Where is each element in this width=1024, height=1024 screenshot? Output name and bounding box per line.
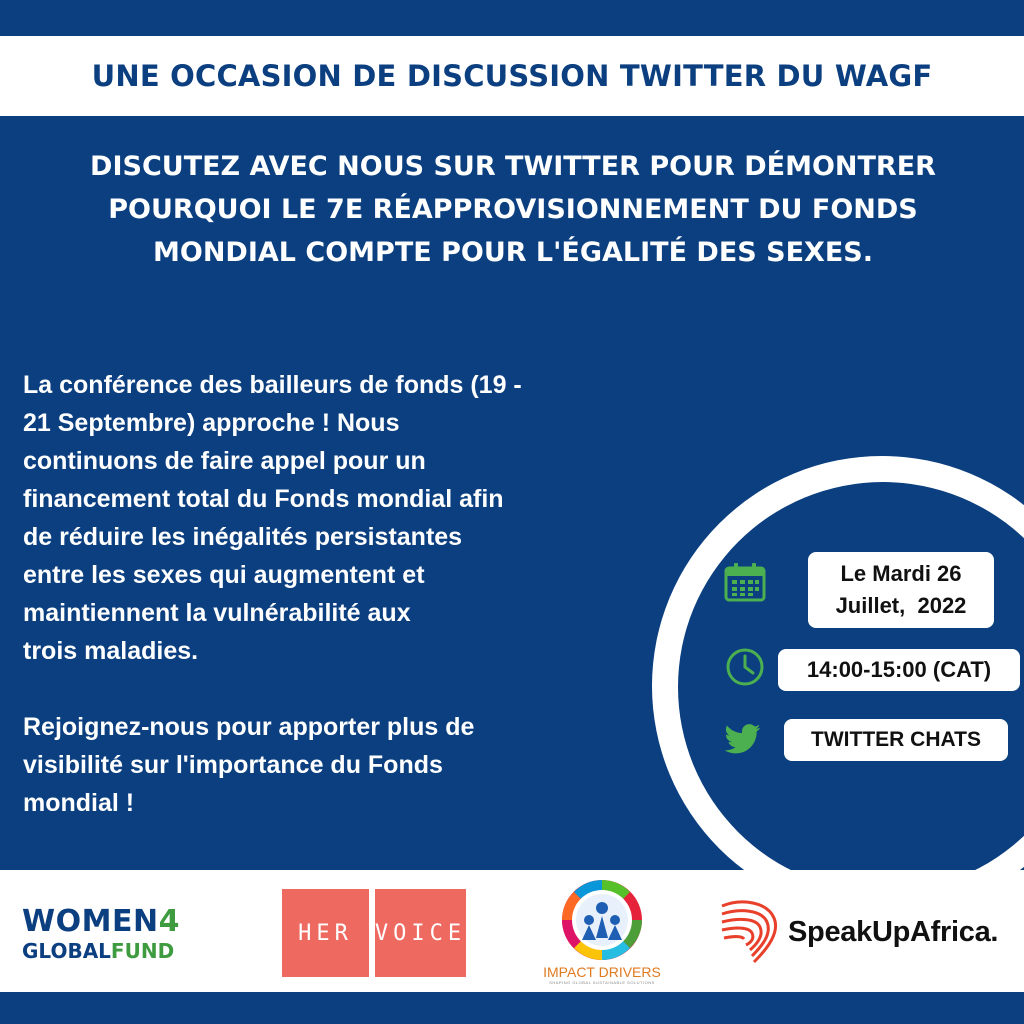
body-line: de réduire les inégalités persistantes [23,523,463,551]
body-line: La conférence des bailleurs de fonds (19 - [23,371,522,399]
event-date-line1: Le Mardi 26 [840,561,962,586]
calendar-icon [724,562,766,602]
body-line: 21 Septembre) approche ! Nous [23,409,400,437]
banner-title: UNE OCCASION DE DISCUSSION TWITTER DU WAGF [91,59,933,93]
women4globalfund-logo [22,906,180,964]
headline-line: POURQUOI LE 7E RÉAPPROVISIONNEMENT DU FONDS [108,194,918,225]
logo-text: IMPACT DRIVERS [543,964,661,980]
body-line: mondial ! [23,789,135,817]
headline-line: MONDIAL COMPTE POUR L'ÉGALITÉ DES SEXES. [153,237,873,268]
body-line: continuons de faire appel pour un [23,447,426,475]
body-line: entre les sexes qui augmentent et [23,561,425,589]
event-time: 14:00-15:00 (CAT) [778,649,1020,691]
partner-logos-bar [0,870,1024,992]
top-banner [0,36,1024,116]
impact-drivers-logo [530,878,674,985]
headline-line: DISCUTEZ AVEC NOUS SUR TWITTER POUR DÉMONTRER [90,151,936,182]
twitter-icon [725,724,761,754]
logo-tagline: SHAPING GLOBAL SUSTAINABLE SOLUTIONS [549,980,655,985]
impact-drivers-emblem [560,878,644,962]
logo-text: FUND [110,939,175,963]
logo-text: VOICE [375,889,466,977]
body-line: Rejoignez-nous pour apporter plus de [23,713,475,741]
logo-text: SpeakUpAfrica. [788,915,999,948]
event-channel: TWITTER CHATS [784,719,1008,761]
body-line: visibilité sur l'importance du Fonds [23,751,443,779]
paragraph-invitation [23,708,663,822]
body-text [23,366,663,822]
event-date [808,552,994,628]
clock-icon [725,647,765,687]
logo-text: GLOBAL [22,939,111,963]
logo-text: 4 [158,904,180,939]
speakupafrica-logo [712,896,998,968]
body-line: trois maladies. [23,637,199,665]
speakupafrica-emblem [712,896,782,968]
body-line: financement total du Fonds mondial afin [23,485,504,513]
body-line: maintiennent la vulnérabilité aux [23,599,411,627]
paragraph-announcement [23,366,663,670]
headline [18,145,1008,274]
event-date-line2: Juillet, 2022 [835,593,967,618]
logo-text: WOMEN [22,904,159,939]
hervoice-logo [282,889,466,977]
logo-text: HER [282,889,369,977]
